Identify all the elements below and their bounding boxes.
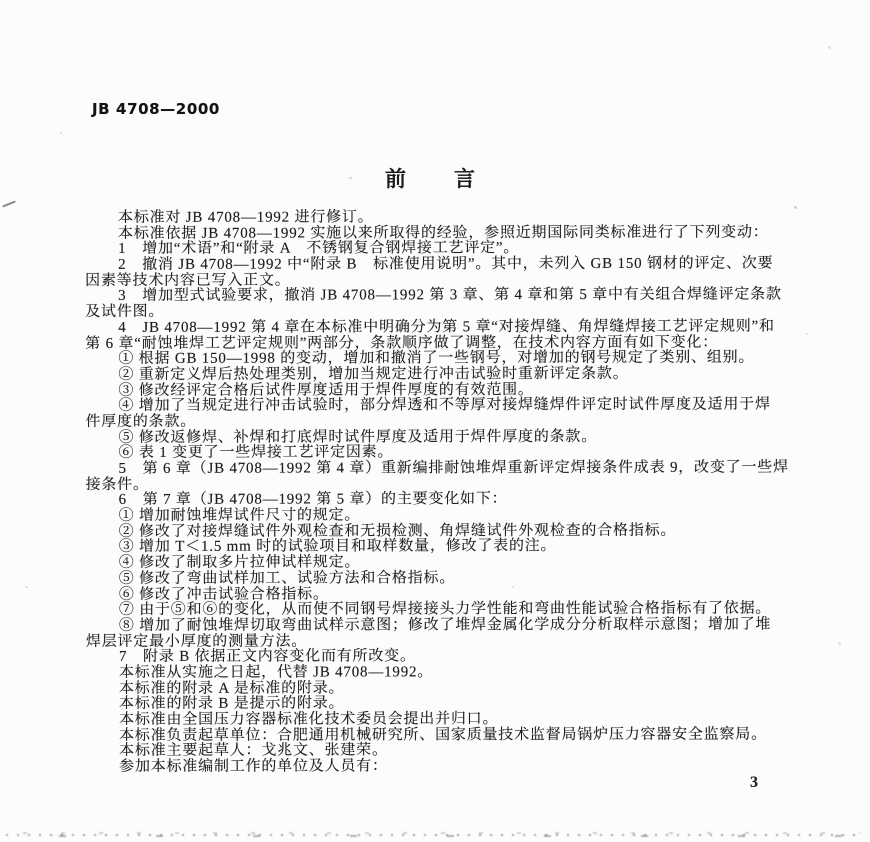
- text-line: ② 修改了对接焊缝试件外观检查和无损检测、角焊缝试件外观检查的合格指标。: [118, 522, 677, 540]
- text-line: ⑥ 表 1 变更了一些焊接工艺评定因素。: [118, 444, 394, 462]
- text-line: 本标准的附录 A 是标准的附录。: [118, 680, 345, 697]
- text-line: ③ 修改经评定合格后试件厚度适用于焊件厚度的有效范围。: [118, 381, 534, 399]
- text-line: ⑤ 修改了弯曲试样加工、试验方法和合格指标。: [118, 570, 456, 587]
- text-line: 参加本标准编制工作的单位及人员有：: [119, 758, 388, 775]
- text-line: 2 撤消 JB 4708—1992 中“附录 B 标准使用说明”。其中，未列入 GB 150 钢材的评定、次要: [118, 255, 774, 273]
- text-line: 5 第 6 章（JB 4708—1992 第 4 章）重新编排耐蚀堆焊重新评定焊接条件成表 9，改变了一些焊: [118, 459, 789, 477]
- text-line: ② 重新定义焊后热处理类别，增加当规定进行冲击试验时重新评定条款。: [118, 365, 629, 383]
- text-line: 件厚度的条款。: [85, 413, 197, 430]
- text-line: 第 6 章“耐蚀堆焊工艺评定规则”两部分，条款顺序做了调整，在技术内容方面有如下变化：: [85, 334, 719, 352]
- scan-smudge-bottom: [6, 831, 860, 837]
- text-line: 6 第 7 章（JB 4708—1992 第 5 章）的主要变化如下：: [118, 491, 508, 509]
- page-number: 3: [750, 774, 758, 791]
- text-line: 因素等技术内容已写入正文。: [85, 272, 291, 289]
- text-line: ① 增加耐蚀堆焊试件尺寸的规定。: [118, 507, 361, 524]
- text-line: 焊层评定最小厚度的测量方法。: [85, 633, 308, 650]
- scan-speck: [60, 132, 62, 134]
- text-line: 本标准的附录 B 是提示的附录。: [119, 695, 345, 713]
- text-line: 本标准对 JB 4708—1992 进行修订。: [117, 209, 374, 226]
- standard-code-header: JB 4708—2000: [92, 100, 220, 118]
- text-line: ⑤ 修改返修焊、补焊和打底焊时试件厚度及适用于焊件厚度的条款。: [118, 428, 598, 446]
- text-line: 3 增加型式试验要求，撤消 JB 4708—1992 第 3 章、第 4 章和第 5 章中有关组合焊缝评定条款: [118, 286, 782, 305]
- text-line: 本标准主要起草人：戈兆文、张建荣。: [119, 742, 388, 760]
- page-title: 前 言: [385, 167, 477, 191]
- text-line: ④ 修改了制取多片拉伸试样规定。: [118, 554, 361, 572]
- text-line: 7 附录 B 依据正文内容变化而有所改变。: [118, 648, 416, 666]
- scan-pen-mark: [2, 200, 16, 207]
- scan-speck: [806, 333, 808, 335]
- text-line: 本标准负责起草单位：合肥通用机械研究所、国家质量技术监督局锅炉压力容器安全监察局。: [119, 726, 767, 744]
- scan-speck: [794, 206, 797, 209]
- scan-speck: [828, 46, 831, 49]
- scan-speck: [25, 586, 28, 588]
- text-line: 4 JB 4708—1992 第 4 章在本标准中明确分为第 5 章“对接焊缝、角焊缝焊接工艺评定规则”和: [118, 318, 775, 336]
- text-line: ④ 增加了当规定进行冲击试验时，部分焊透和不等厚对接焊缝焊件评定时试件厚度及适用于焊: [118, 396, 771, 415]
- scan-speck: [349, 177, 352, 179]
- body-text: [85, 210, 802, 776]
- text-line: 本标准由全国压力容器标准化技术委员会提出并归口。: [119, 711, 499, 728]
- text-line: 本标准依据 JB 4708—1992 实施以来所取得的经验，参照近期国际同类标准进行了下列变动：: [118, 224, 769, 242]
- text-line: 本标准从实施之日起，代替 JB 4708—1992。: [118, 664, 434, 681]
- text-line: 接条件。: [85, 476, 149, 493]
- text-line: 1 增加“术语”和“附录 A 不锈钢复合钢焊接工艺评定”。: [118, 240, 520, 258]
- text-line: ① 根据 GB 150—1998 的变动，增加和撤消了一些钢号，对增加的钢号规定了类别、组别。: [118, 349, 755, 368]
- text-line: ③ 增加 T＜1.5 mm 时的试验项目和取样数量，修改了表的注。: [118, 538, 557, 556]
- text-line: ⑧ 增加了耐蚀堆焊切取弯曲试样示意图；修改了堆焊金属化学成分分析取样示意图；增加了堆: [118, 616, 772, 634]
- text-line: ⑥ 修改了冲击试验合格指标。: [118, 585, 329, 603]
- text-line: 及试件图。: [85, 303, 165, 321]
- scan-speck: [838, 642, 841, 645]
- text-line: ⑦ 由于⑤和⑥的变化，从而使不同钢号焊接接头力学性能和弯曲性能试验合格指标有了依据。: [118, 600, 772, 619]
- scan-speck: [512, 586, 514, 588]
